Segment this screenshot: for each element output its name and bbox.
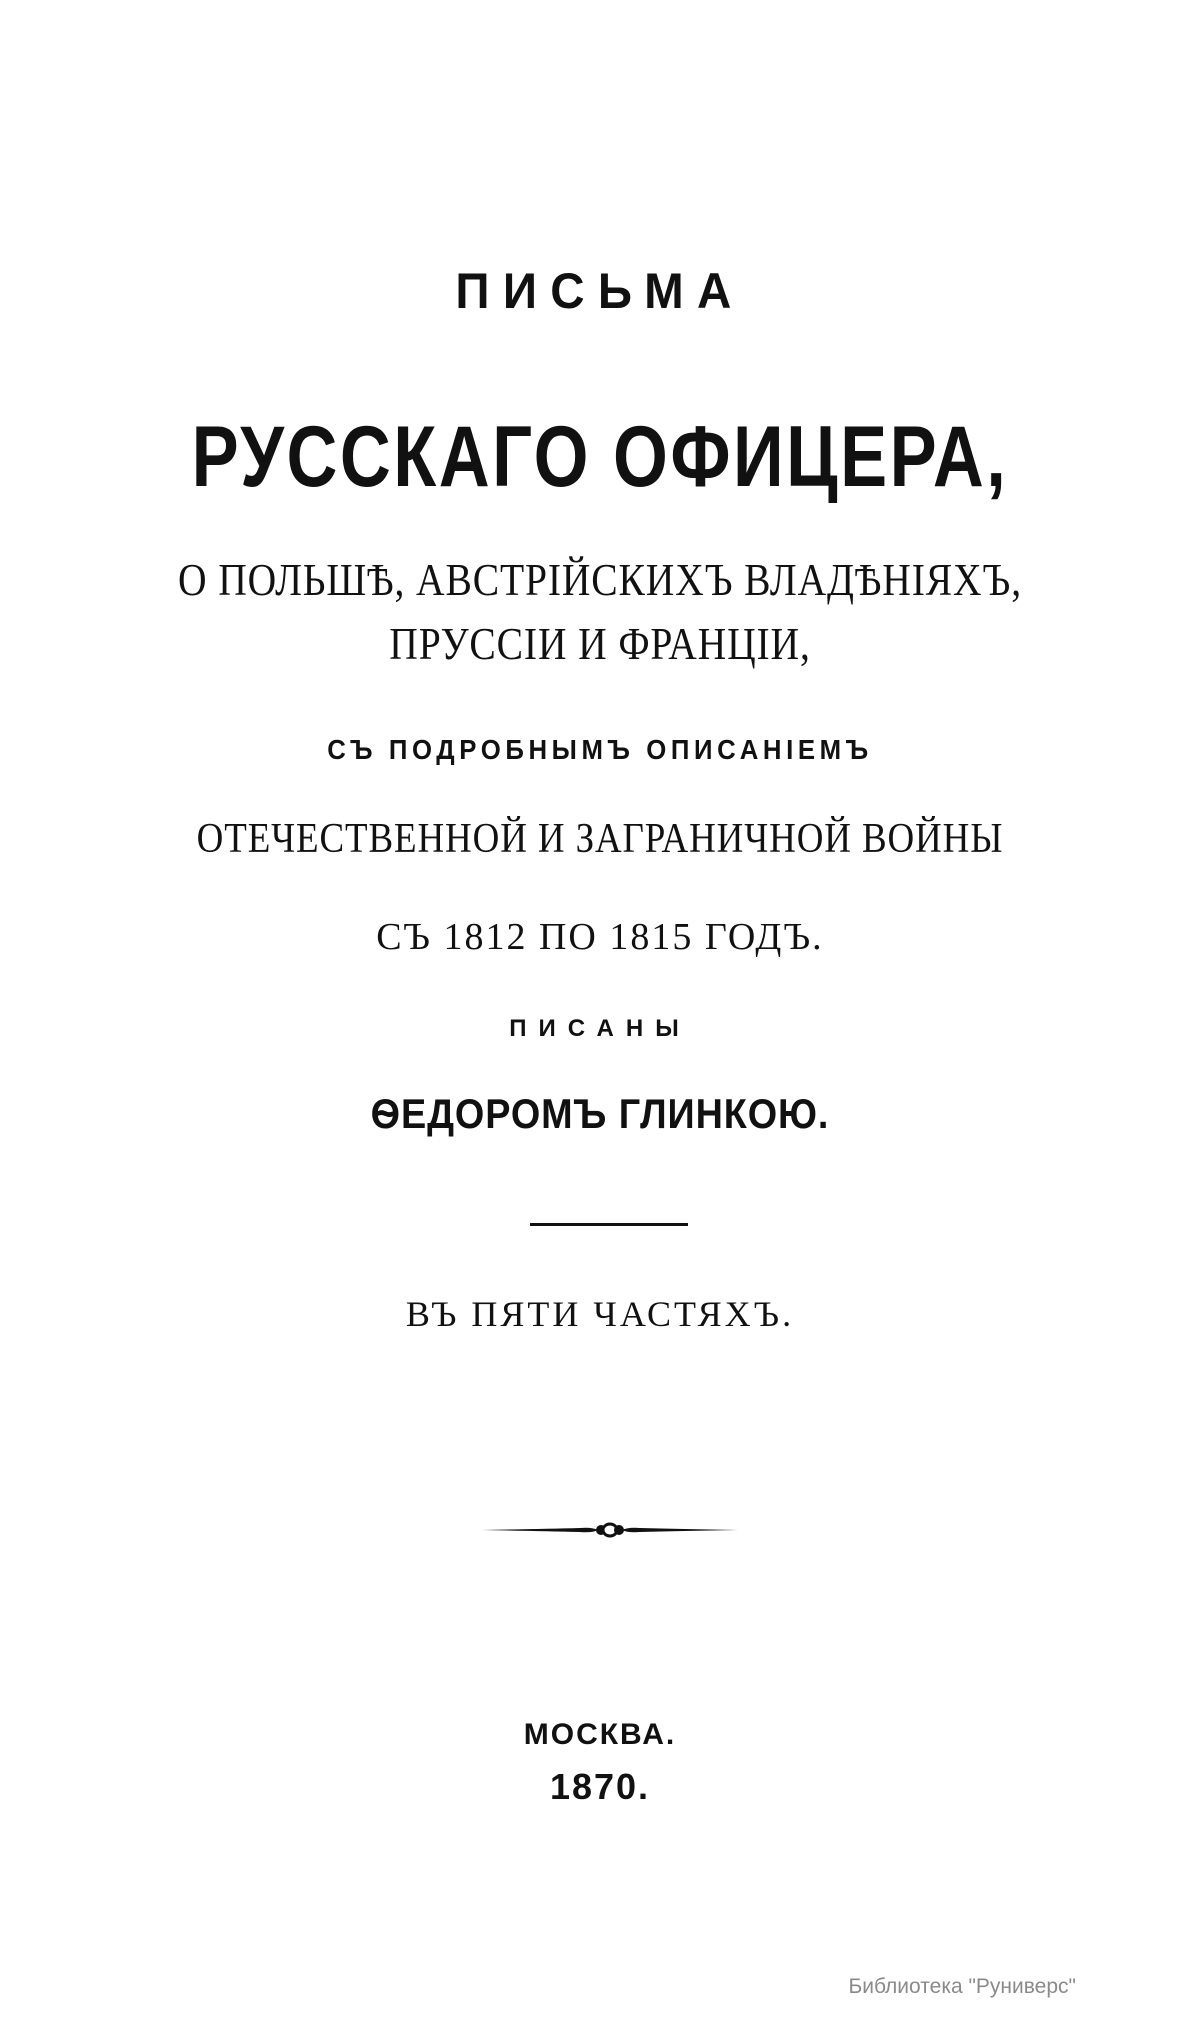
divider-rule [530,1223,688,1226]
title-line-1: ПИСЬМА [455,263,745,319]
subtitle-line-2: ПРУССІИ И ФРАНЦІИ, [389,618,811,669]
year-line: 1870. [549,1766,651,1807]
city-line: МОСКВА. [523,1718,677,1751]
description-line-2: ОТЕЧЕСТВЕННОЙ И ЗАГРАНИЧНОЙ ВОЙНЫ [196,816,1004,862]
library-watermark: Библиотека "Руниверс" [848,1975,1076,1998]
subtitle-line-1: О ПОЛЬШѢ, АВСТРІЙСКИХЪ ВЛАДѢНІЯХЪ, [178,554,1022,605]
description-line-1: СЪ ПОДРОБНЫМЪ ОПИСАНІЕМЪ [327,734,873,765]
author-line: ѲЕДОРОМЪ ГЛИНКОЮ. [370,1090,830,1137]
ornament-divider [480,1520,740,1540]
title-line-2: РУССКАГО ОФИЦЕРА, [191,409,1009,505]
years-line: СЪ 1812 ПО 1815 ГОДЪ. [376,916,824,958]
written-by-label: ПИСАНЫ [509,1015,691,1042]
volumes-line: ВЪ ПЯТИ ЧАСТЯХЪ. [405,1294,795,1334]
